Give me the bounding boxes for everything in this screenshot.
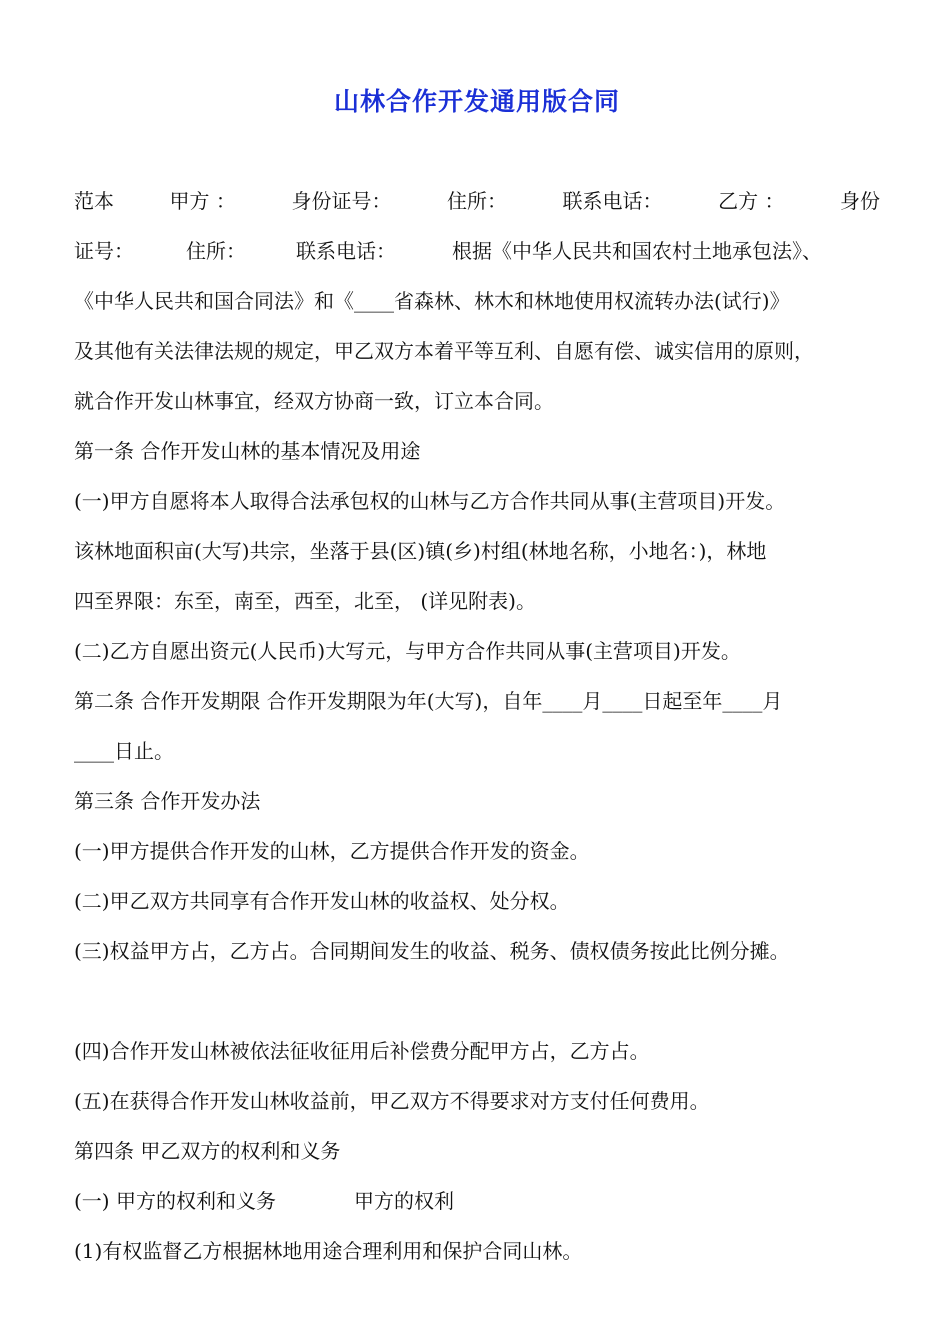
phone-label: 联系电话： (562, 189, 663, 213)
party-a-rights: 甲方的权利 (354, 1189, 454, 1213)
id-number-label: 身份证号： (291, 189, 392, 213)
preamble-line-2 (74, 236, 880, 266)
phone-label-b: 联系电话： (296, 239, 396, 263)
article-3-heading: 第三条 合作开发办法 (74, 789, 261, 813)
article-1-para-2: (二)乙方自愿出资元(人民币)大写元，与甲方合作共同从事(主营项目)开发。 (74, 639, 741, 663)
article-4-item-1: (1)有权监督乙方根据林地用途合理利用和保护合同山林。 (74, 1239, 583, 1263)
article-3-para-1: (一)甲方提供合作开发的山林，乙方提供合作开发的资金。 (74, 839, 590, 863)
party-a-label: 甲方 ： (169, 189, 236, 213)
id-label-end: 证号： (74, 239, 134, 263)
party-b-label: 乙方 ： (718, 189, 785, 213)
article-1-para-1-line-3: 四至界限：东至，南至，西至，北至， (详见附表)。 (74, 589, 536, 613)
address-label: 住所： (447, 189, 507, 213)
preamble-line-3: 《中华人民共和国合同法》和《____省森林、林木和林地使用权流转办法(试行)》 (74, 289, 790, 313)
party-a-rights-obligations: (一) 甲方的权利和义务 (74, 1189, 276, 1213)
article-1-heading: 第一条 合作开发山林的基本情况及用途 (74, 439, 421, 463)
template-label: 范本 (74, 189, 114, 213)
article-4-heading: 第四条 甲乙双方的权利和义务 (74, 1139, 341, 1163)
article-3-para-4: (四)合作开发山林被依法征收征用后补偿费分配甲方占，乙方占。 (74, 1039, 650, 1063)
article-4-sub-1 (74, 1186, 880, 1216)
article-3-para-5: (五)在获得合作开发山林收益前，甲乙双方不得要求对方支付任何费用。 (74, 1089, 710, 1113)
preamble-line-1 (74, 186, 880, 216)
article-1-para-1-line-2: 该林地面积亩(大写)共宗，坐落于县(区)镇(乡)村组(林地名称，小地名：)，林地 (74, 539, 767, 563)
preamble-line-4: 及其他有关法律法规的规定，甲乙双方本着平等互利、自愿有偿、诚实信用的原则， (74, 339, 814, 363)
preamble-line-5: 就合作开发山林事宜，经双方协商一致，订立本合同。 (74, 389, 554, 413)
legal-basis-text: 根据《中华人民共和国农村土地承包法》、 (452, 239, 822, 263)
article-1-para-1-line-1: (一)甲方自愿将本人取得合法承包权的山林与乙方合作共同从事(主营项目)开发。 (74, 489, 786, 513)
article-3-para-2: (二)甲乙双方共同享有合作开发山林的收益权、处分权。 (74, 889, 570, 913)
address-label-b: 住所： (186, 239, 246, 263)
article-2-line-2: ____日止。 (74, 739, 174, 763)
article-3-para-3: (三)权益甲方占，乙方占。合同期间发生的收益、税务、债权债务按此比例分摊。 (74, 939, 790, 963)
page-title: 山林合作开发通用版合同 (333, 87, 620, 116)
id-label-start: 身份 (840, 189, 880, 213)
article-2-line-1: 第二条 合作开发期限 合作开发期限为年(大写)，自年____月____日起至年____月 (74, 689, 783, 713)
